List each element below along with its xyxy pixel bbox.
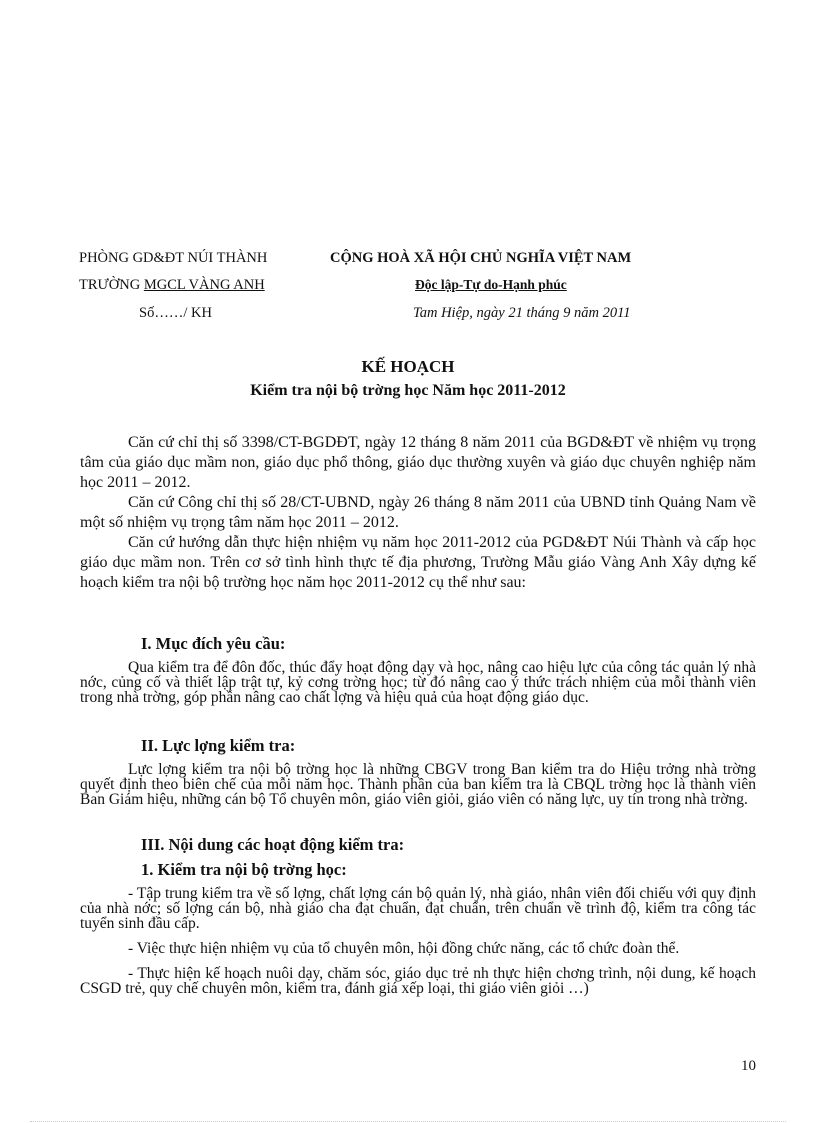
school-name-underlined: MGCL VÀNG ANH bbox=[143, 277, 265, 293]
section-3-item-1: - Tập trung kiểm tra về số lợng, chất lợng cán bộ quản lý, nhà giáo, nhân viên đối chiếu với quy định của nhà nớc; số lợng cán bộ, nhà giáo cha đạt chuẩn, đạt chuẩn, trên chuẩn về trình độ, kiểm tra công tác tuyển sinh đầu cấp. bbox=[80, 885, 756, 932]
paragraph-1: Căn cứ chỉ thị số 3398/CT-BGDĐT, ngày 12 tháng 8 năm 2011 của BGD&ĐT về nhiệm vụ trọng tâm của giáo dục mầm non, giáo dục phổ thông, giáo dục thường xuyên và giáo dục chuyên nghiệp năm học 2011 – 2012. bbox=[80, 434, 756, 491]
section-3-heading: III. Nội dung các hoạt động kiểm tra: bbox=[141, 835, 405, 854]
document-subtitle: Kiểm tra nội bộ trờng học Năm học 2011-2012 bbox=[250, 382, 566, 399]
department-name: PHÒNG GD&ĐT NÚI THÀNH bbox=[79, 250, 268, 266]
page-number: 10 bbox=[741, 1058, 756, 1074]
section-3-body bbox=[80, 886, 756, 996]
place-date: Tam Hiệp, ngày 21 tháng 9 năm 2011 bbox=[413, 305, 631, 321]
section-3-item-3: - Thực hiện kế hoạch nuôi dạy, chăm sóc, giáo dục trẻ nh thực hiện chơng trình, nội dung, kế hoạch CSGD trẻ, quy chế chuyên môn, kiểm tra, đánh giá xếp loại, thi giáo viên giỏi …) bbox=[80, 965, 756, 997]
intro-block bbox=[80, 433, 756, 593]
section-1-text: Qua kiểm tra để đôn đốc, thúc đẩy hoạt động dạy và học, nâng cao hiệu lực của công tác quản lý nhà nớc, củng cố và thiết lập trật tự, kỷ cơng trờng học; từ đó nâng cao ý thức trách nhiệm của mỗi thành viên trong nhà trờng, góp phần nâng cao chất lợng và hiệu quả của hoạt động giáo dục. bbox=[80, 659, 756, 706]
section-1-body bbox=[80, 660, 756, 705]
paragraph-2: Căn cứ Công chỉ thị số 28/CT-UBND, ngày 26 tháng 8 năm 2011 của UBND tỉnh Quảng Nam về một số nhiệm vụ trọng tâm năm học 2011 – 2012. bbox=[80, 494, 756, 531]
footer-divider bbox=[30, 1121, 786, 1122]
section-2-heading: II. Lực lợng kiểm tra: bbox=[141, 736, 296, 755]
section-3-subheading: 1. Kiểm tra nội bộ trờng học: bbox=[141, 860, 347, 879]
paragraph-3: Căn cứ hướng dẫn thực hiện nhiệm vụ năm học 2011-2012 của PGD&ĐT Núi Thành và cấp học giáo dục mầm non. Trên cơ sở tình hình thực tế địa phương, Trường Mẫu giáo Vàng Anh Xây dựng kế hoạch kiểm tra nội bộ trường học năm học 2011-2012 cụ thể như sau: bbox=[80, 534, 756, 591]
document-number: Số……/ KH bbox=[139, 305, 212, 321]
section-2-text: Lực lợng kiểm tra nội bộ trờng học là những CBGV trong Ban kiểm tra do Hiệu trởng nhà trờng quyết định theo biên chế của mỗi năm học. Thành phần của ban kiểm tra là CBQL trờng học là thành viên Ban Giám hiệu, những cán bộ Tổ chuyên môn, giáo viên giỏi, giáo viên có năng lực, uy tín trong nhà trờng. bbox=[80, 761, 756, 808]
section-1-heading: I. Mục đích yêu cầu: bbox=[141, 634, 286, 653]
motto: Độc lập-Tự do-Hạnh phúc bbox=[415, 277, 567, 292]
document-title: KẾ HOẠCH bbox=[361, 357, 455, 376]
school-name-prefix: TRƯỜNG bbox=[79, 277, 144, 293]
country-name: CỘNG HOÀ XÃ HỘI CHỦ NGHĨA VIỆT NAM bbox=[330, 250, 632, 266]
school-name bbox=[79, 277, 265, 294]
section-3-item-2: - Việc thực hiện nhiệm vụ của tổ chuyên môn, hội đồng chức năng, các tổ chức đoàn thể. bbox=[128, 940, 680, 957]
section-2-body bbox=[80, 762, 756, 807]
